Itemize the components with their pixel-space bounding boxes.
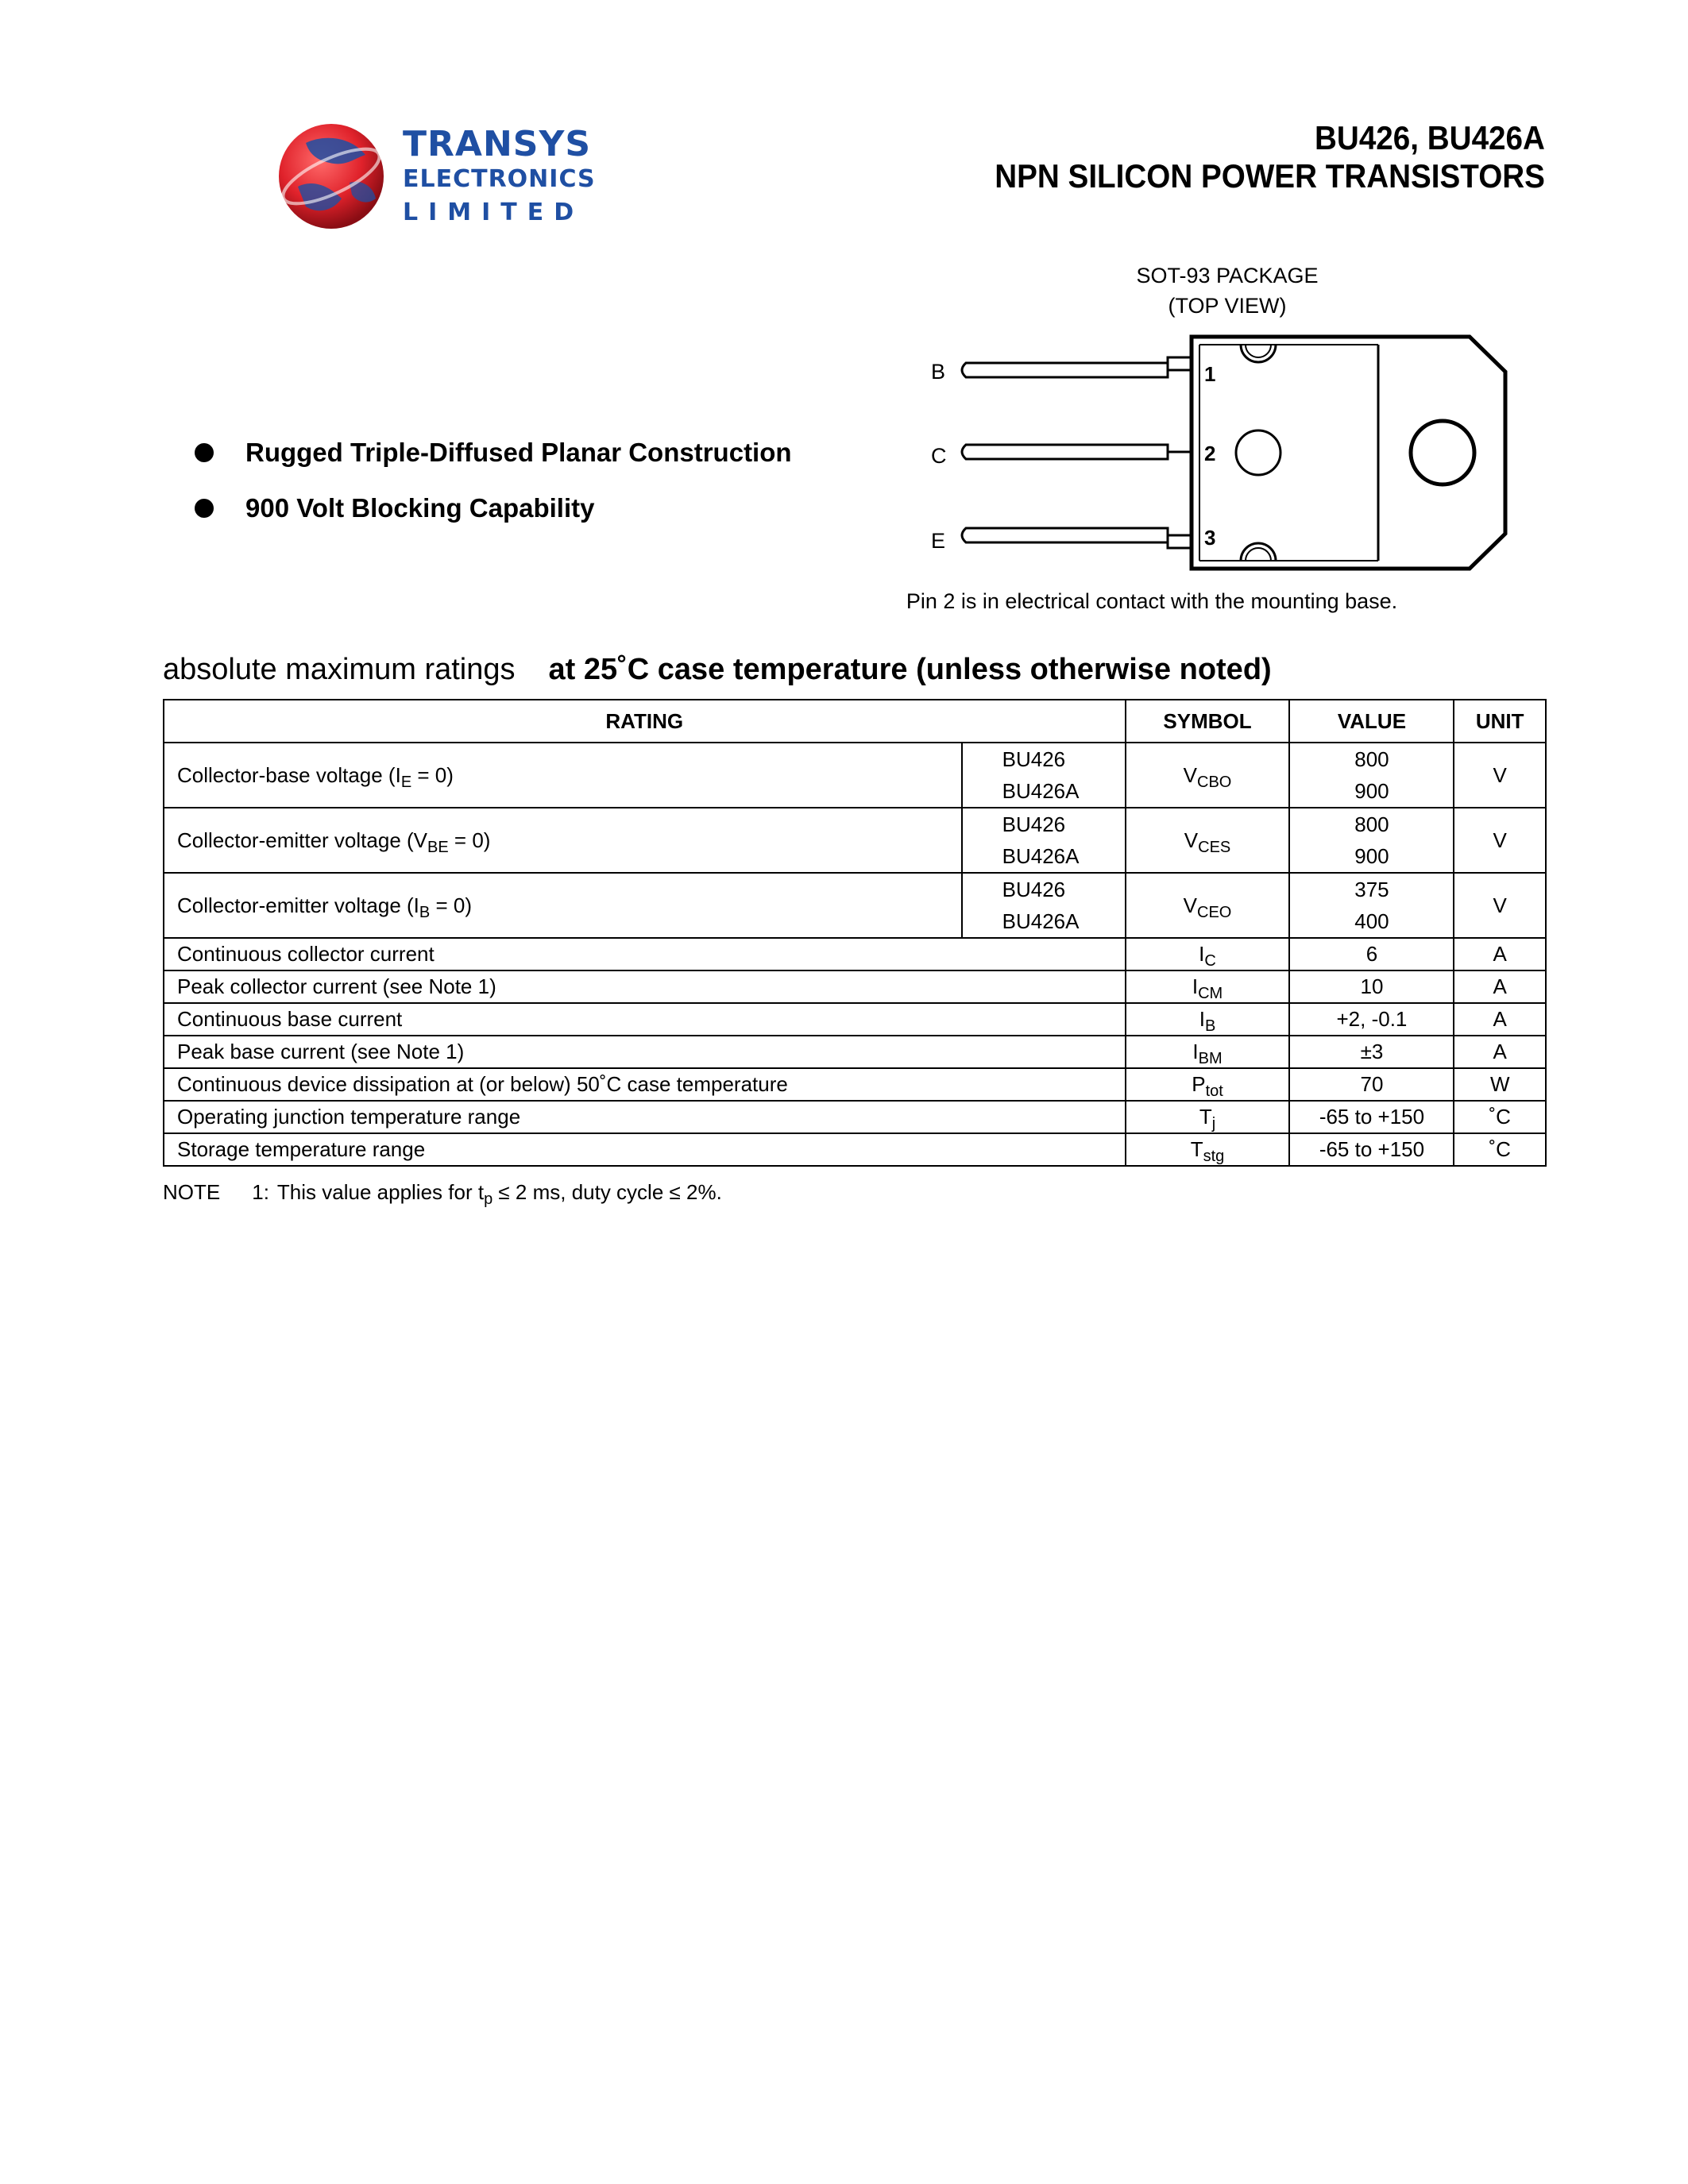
pin-label-c: C bbox=[931, 444, 947, 468]
rating-label: Collector-emitter voltage $(V_{BE} = 0)$ bbox=[164, 808, 962, 873]
unit-cell: V bbox=[1454, 743, 1546, 808]
table-row bbox=[164, 938, 1546, 970]
value-cell: 10 bbox=[1289, 970, 1454, 1003]
symbol-cell: $T_j$ bbox=[1126, 1101, 1290, 1133]
device-name: BU426A bbox=[1002, 909, 1080, 933]
rating-label: Collector-emitter voltage $(I_B = 0)$ bbox=[164, 873, 962, 938]
header-rating: RATING bbox=[164, 700, 1126, 743]
value-cell: -65 to +150 bbox=[1289, 1133, 1454, 1166]
symbol-cell: $T_{stg}$ bbox=[1126, 1133, 1290, 1166]
device-name: BU426 bbox=[1002, 877, 1066, 901]
bullet-icon bbox=[195, 499, 214, 518]
value-cell: 800 900 bbox=[1289, 743, 1454, 808]
table-row bbox=[164, 970, 1546, 1003]
company-logo bbox=[274, 111, 596, 238]
package-body bbox=[1192, 337, 1505, 569]
symbol-cell: $V_{CES}$ bbox=[1126, 808, 1290, 873]
logo-line-3: LIMITED bbox=[403, 199, 585, 226]
symbol-cell: $V_{CEO}$ bbox=[1126, 873, 1290, 938]
package-caption-line-1: SOT-93 PACKAGE bbox=[1136, 264, 1319, 287]
pin-label-e: E bbox=[931, 529, 946, 553]
table-row bbox=[164, 1068, 1546, 1101]
note-text: This value applies for $t_p \le 2$ ms, duty cycle ≤ 2%. bbox=[276, 1180, 722, 1208]
symbol-cell: $I_{BM}$ bbox=[1126, 1036, 1290, 1068]
value-cell: -65 to +150 bbox=[1289, 1101, 1454, 1133]
unit-cell: A bbox=[1454, 938, 1546, 970]
symbol-cell: $I_{CM}$ bbox=[1126, 970, 1290, 1003]
value-cell: 70 bbox=[1289, 1068, 1454, 1101]
title-block bbox=[995, 119, 1545, 195]
logo-line-1: TRANSYS bbox=[403, 124, 592, 164]
note-label: NOTE bbox=[163, 1180, 221, 1204]
table-row bbox=[164, 808, 1546, 873]
value-cell: ±3 bbox=[1289, 1036, 1454, 1068]
header-symbol: SYMBOL bbox=[1126, 700, 1290, 743]
table-note bbox=[163, 1180, 722, 1208]
bullet-icon bbox=[195, 443, 214, 462]
rating-label: Storage temperature range bbox=[164, 1133, 1126, 1166]
symbol-cell: $P_{tot}$ bbox=[1126, 1068, 1290, 1101]
globe-logo-icon bbox=[274, 111, 393, 238]
pin-number-3: 3 bbox=[1204, 526, 1216, 550]
unit-cell: W bbox=[1454, 1068, 1546, 1101]
unit-cell: V bbox=[1454, 808, 1546, 873]
device-cell bbox=[962, 808, 1126, 873]
unit-cell: A bbox=[1454, 1003, 1546, 1036]
package-caption-line-2: (TOP VIEW) bbox=[1168, 294, 1287, 318]
ratings-table bbox=[163, 699, 1547, 1167]
table-header-row bbox=[164, 700, 1546, 743]
table-row bbox=[164, 743, 1546, 808]
rating-label: Collector-base voltage $(I_E = 0)$ bbox=[164, 743, 962, 808]
device-name: BU426 bbox=[1002, 747, 1066, 771]
pin-lead-b bbox=[962, 357, 1192, 377]
symbol-cell: $I_B$ bbox=[1126, 1003, 1290, 1036]
unit-cell: ˚C bbox=[1454, 1133, 1546, 1166]
package-note: Pin 2 is in electrical contact with the mounting base. bbox=[906, 589, 1398, 613]
pin-number-2: 2 bbox=[1204, 442, 1216, 465]
header-unit: UNIT bbox=[1454, 700, 1546, 743]
feature-list bbox=[195, 425, 792, 536]
feature-text: 900 Volt Blocking Capability bbox=[245, 493, 595, 523]
table-row bbox=[164, 1036, 1546, 1068]
pin-2-contact-circle bbox=[1236, 430, 1280, 475]
value-cell: 375 400 bbox=[1289, 873, 1454, 938]
pin-lead-e bbox=[962, 528, 1192, 548]
ratings-heading-title: absolute maximum ratings bbox=[163, 653, 516, 686]
table-row bbox=[164, 1101, 1546, 1133]
table-row bbox=[164, 873, 1546, 938]
logo-line-2: ELECTRONICS bbox=[403, 165, 596, 193]
header-value: VALUE bbox=[1289, 700, 1454, 743]
note-number: 1: bbox=[252, 1180, 269, 1204]
device-name: BU426 bbox=[1002, 812, 1066, 836]
rating-label: Peak collector current (see Note 1) bbox=[164, 970, 1126, 1003]
ratings-heading bbox=[163, 653, 1272, 687]
rating-label: Continuous device dissipation at (or below) 50˚C case temperature bbox=[164, 1068, 1126, 1101]
table-row bbox=[164, 1133, 1546, 1166]
feature-text: Rugged Triple-Diffused Planar Construction bbox=[245, 438, 792, 467]
rating-label: Peak base current (see Note 1) bbox=[164, 1036, 1126, 1068]
rating-label: Continuous base current bbox=[164, 1003, 1126, 1036]
rating-label: Continuous collector current bbox=[164, 938, 1126, 970]
part-numbers: BU426, BU426A bbox=[1315, 119, 1545, 156]
package-diagram bbox=[914, 326, 1517, 580]
unit-cell: ˚C bbox=[1454, 1101, 1546, 1133]
ratings-heading-condition: at 25˚C case temperature (unless otherwise noted) bbox=[548, 653, 1272, 686]
rating-label: Operating junction temperature range bbox=[164, 1101, 1126, 1133]
device-name: BU426A bbox=[1002, 778, 1080, 803]
value-cell: +2, -0.1 bbox=[1289, 1003, 1454, 1036]
symbol-cell: $I_C$ bbox=[1126, 938, 1290, 970]
device-cell bbox=[962, 873, 1126, 938]
device-name: BU426A bbox=[1002, 843, 1080, 868]
table-row bbox=[164, 1003, 1546, 1036]
value-cell: 6 bbox=[1289, 938, 1454, 970]
feature-item bbox=[195, 425, 792, 480]
package-caption bbox=[1104, 260, 1350, 321]
symbol-cell: $V_{CBO}$ bbox=[1126, 743, 1290, 808]
pin-lead-c bbox=[962, 445, 1168, 459]
value-cell: 800 900 bbox=[1289, 808, 1454, 873]
pin-label-b: B bbox=[931, 360, 946, 384]
document-subtitle: NPN SILICON POWER TRANSISTORS bbox=[995, 157, 1545, 195]
feature-item bbox=[195, 480, 792, 536]
device-cell bbox=[962, 743, 1126, 808]
unit-cell: V bbox=[1454, 873, 1546, 938]
unit-cell: A bbox=[1454, 1036, 1546, 1068]
unit-cell: A bbox=[1454, 970, 1546, 1003]
mounting-hole-icon bbox=[1411, 421, 1474, 484]
pin-number-1: 1 bbox=[1204, 362, 1216, 386]
